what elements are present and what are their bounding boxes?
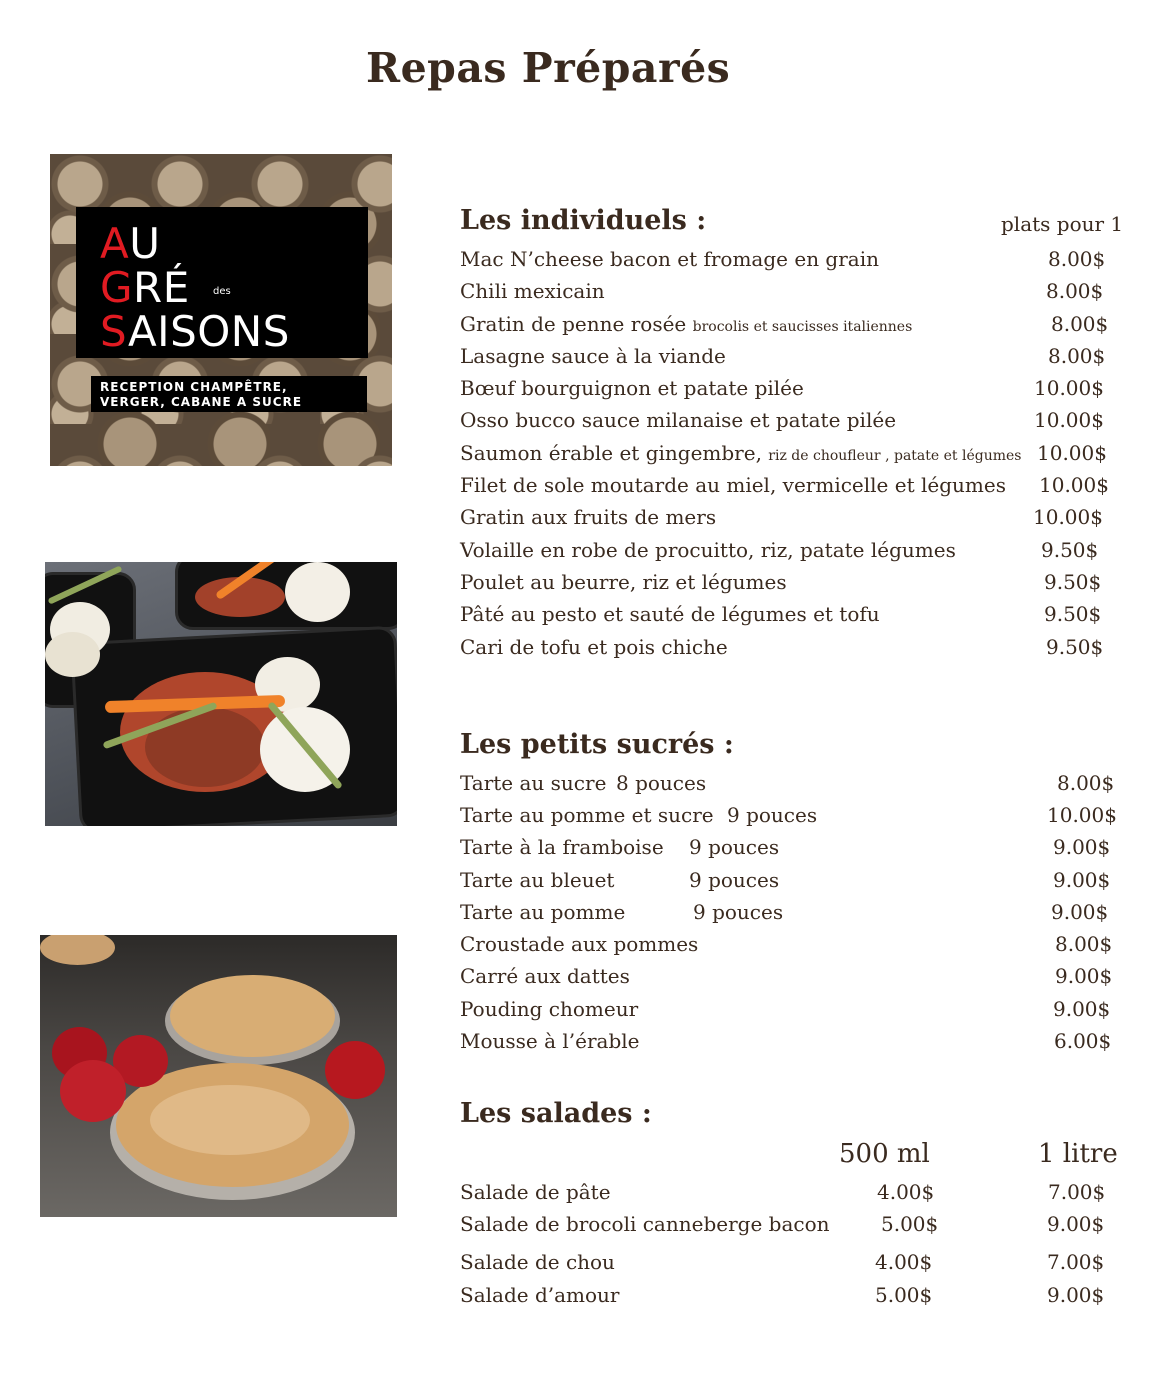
list-item: Bœuf bourguignon et patate pilée [460, 376, 804, 400]
list-item: Croustade aux pommes [460, 932, 699, 956]
item-price: 9.00$ [1055, 964, 1113, 988]
list-item: Tarte au pomme et sucre [460, 803, 714, 827]
item-price: 9.50$ [1044, 570, 1102, 594]
list-item: Osso bucco sauce milanaise et patate pilée [460, 408, 897, 432]
item-price: 8.00$ [1048, 344, 1106, 368]
item-size: 8 pouces [616, 771, 707, 795]
logo-subtitle: RECEPTION CHAMPÊTRE, VERGER, CABANE A SUCRE [91, 376, 367, 412]
list-item: Mousse à l’érable [460, 1029, 640, 1053]
item-price-500ml: 4.00$ [875, 1250, 933, 1274]
logo-line-3: SAISONS [100, 307, 290, 356]
item-price-1litre: 9.00$ [1047, 1283, 1105, 1307]
item-price: 10.00$ [1039, 473, 1109, 497]
list-item: Gratin de penne rosée brocolis et saucisses italiennes [460, 312, 913, 336]
list-item: Carré aux dattes [460, 964, 630, 988]
list-item: Cari de tofu et pois chiche [460, 635, 728, 659]
list-item: Salade de chou [460, 1250, 615, 1274]
item-price: 8.00$ [1057, 771, 1115, 795]
logo-line-2: GRÉ [100, 263, 190, 312]
item-price-1litre: 7.00$ [1048, 1180, 1106, 1204]
item-price: 9.50$ [1044, 602, 1102, 626]
item-price: 9.00$ [1053, 868, 1111, 892]
list-item: Chili mexicain [460, 279, 605, 303]
item-price: 10.00$ [1034, 408, 1104, 432]
list-item: Pouding chomeur [460, 997, 639, 1021]
list-item: Filet de sole moutarde au miel, vermicelle et légumes [460, 473, 1006, 497]
page-title: Repas Préparés [366, 44, 731, 92]
item-size: 9 pouces [693, 900, 784, 924]
list-item: Salade de brocoli canneberge bacon [460, 1212, 830, 1236]
item-size: 9 pouces [727, 803, 818, 827]
item-price: 8.00$ [1046, 279, 1104, 303]
list-item: Volaille en robe de procuitto, riz, patate légumes [460, 538, 956, 562]
list-item: Tarte au sucre [460, 771, 607, 795]
item-price-500ml: 4.00$ [877, 1180, 935, 1204]
logo-line-1: AU [100, 219, 161, 268]
individuels-note: plats pour 1 [1001, 212, 1124, 236]
apple-pies-photo [40, 935, 397, 1217]
item-price: 10.00$ [1047, 803, 1117, 827]
list-item: Mac N’cheese bacon et fromage en grain [460, 247, 879, 271]
section-salades-heading: Les salades : [460, 1098, 652, 1129]
item-price-500ml: 5.00$ [875, 1283, 933, 1307]
section-individuels-heading: Les individuels : [460, 205, 707, 236]
item-price: 9.00$ [1053, 835, 1111, 859]
item-size: 9 pouces [689, 868, 780, 892]
restaurant-logo [50, 154, 392, 466]
item-price: 9.00$ [1053, 997, 1111, 1021]
logo-des-text: des [213, 286, 231, 297]
item-price: 8.00$ [1051, 312, 1109, 336]
list-item: Gratin aux fruits de mers [460, 505, 717, 529]
list-item: Pâté au pesto et sauté de légumes et tofu [460, 602, 880, 626]
item-size: 9 pouces [689, 835, 780, 859]
item-price: 8.00$ [1055, 932, 1113, 956]
meal-tray-photo [45, 562, 397, 826]
item-price: 8.00$ [1048, 247, 1106, 271]
list-item: Salade d’amour [460, 1283, 620, 1307]
item-price: 10.00$ [1034, 376, 1104, 400]
logo-black-box [76, 207, 368, 358]
salades-col-500ml: 500 ml [839, 1139, 930, 1169]
list-item: Lasagne sauce à la viande [460, 344, 726, 368]
list-item: Saumon érable et gingembre, riz de choufleur , patate et légumes [460, 441, 1022, 465]
item-price: 10.00$ [1033, 505, 1103, 529]
list-item: Tarte au bleuet [460, 868, 615, 892]
item-price-1litre: 9.00$ [1047, 1212, 1105, 1236]
item-price: 10.00$ [1037, 441, 1107, 465]
list-item: Tarte au pomme [460, 900, 626, 924]
salades-col-1litre: 1 litre [1038, 1139, 1118, 1169]
item-price: 9.50$ [1046, 635, 1104, 659]
section-sucres-heading: Les petits sucrés : [460, 729, 734, 760]
list-item: Tarte à la framboise [460, 835, 664, 859]
list-item: Salade de pâte [460, 1180, 611, 1204]
item-price: 6.00$ [1054, 1029, 1112, 1053]
item-price-1litre: 7.00$ [1047, 1250, 1105, 1274]
item-price-500ml: 5.00$ [881, 1212, 939, 1236]
item-price: 9.50$ [1041, 538, 1099, 562]
item-price: 9.00$ [1051, 900, 1109, 924]
list-item: Poulet au beurre, riz et légumes [460, 570, 787, 594]
